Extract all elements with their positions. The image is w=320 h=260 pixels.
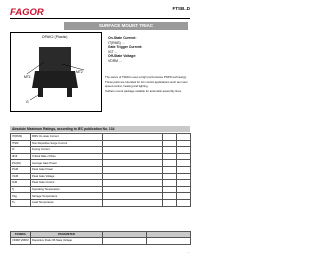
cell-symbol: Tstg (11, 193, 31, 200)
ratings-table (10, 133, 191, 207)
cell-conditions (103, 153, 163, 160)
cell-symbol: PGM (11, 166, 31, 173)
cell-symbol: Tj (11, 186, 31, 193)
cell-value (177, 173, 191, 180)
spec-item-current: On-State Current: IT(RMS) ... (108, 36, 137, 45)
cell-conditions (103, 134, 163, 141)
product-banner: SURFACE MOUNT TRIAC (64, 22, 188, 30)
cell-parameter: Lead Temperature (31, 199, 103, 206)
table-row (11, 166, 191, 173)
table-row (11, 186, 191, 193)
description-paragraph: These parts are intended for AC control applications such as motor speed control, heating and lighting. (105, 80, 188, 88)
cell-value (177, 180, 191, 187)
cell-value (177, 134, 191, 141)
product-description (105, 76, 190, 94)
cell-parameter: Peak Gate Voltage (31, 173, 103, 180)
cell-parameter: Operating Temperature (31, 186, 103, 193)
key-specs (108, 36, 190, 64)
cell-parameter: Critical Rate of Rise (31, 153, 103, 160)
table-row (11, 140, 191, 147)
triac-package-drawing (24, 44, 88, 104)
cell-symbol: I²t (11, 147, 31, 154)
voltage-table (10, 231, 191, 245)
cell-value (163, 153, 177, 160)
cell-value (163, 134, 177, 141)
table-row (11, 153, 191, 160)
package-name: DPAK2 (Plastic) (42, 35, 68, 39)
cell-value (163, 193, 177, 200)
cell-value (163, 186, 177, 193)
cell-value (163, 147, 177, 154)
spec-item-voltage: Off-State Voltage: VDRM ... (108, 54, 137, 63)
spec-item-gate: Gate Trigger Current: IGT ... (108, 45, 143, 54)
cell-parameter: Non Repetitive Surge Current (31, 140, 103, 147)
header-divider (10, 18, 190, 19)
table-row (11, 199, 191, 206)
terminal-label-mt1: MT1 (24, 75, 31, 79)
table-row (11, 193, 191, 200)
cell-conditions (103, 180, 163, 187)
cell-symbol: PG(AV) (11, 160, 31, 167)
cell-symbol: IT(RMS) (11, 134, 31, 141)
fagor-logo (10, 6, 48, 17)
cell-value (177, 186, 191, 193)
cell-value (177, 147, 191, 154)
cell-symbol: ITSM (11, 140, 31, 147)
cell-value (177, 153, 191, 160)
header-symbol: SYMBOL (11, 232, 31, 238)
table-row (11, 173, 191, 180)
cell-parameter: Peak Gate Power (31, 166, 103, 173)
cell-symbol: TL (11, 199, 31, 206)
table-row (11, 180, 191, 187)
cell-conditions (103, 140, 163, 147)
cell-value (163, 180, 177, 187)
cell-conditions (103, 173, 163, 180)
cell-parameter: Repetitive Peak Off-State Voltage (31, 238, 103, 245)
table-row (11, 238, 191, 245)
cell-parameter: Average Gate Power (31, 160, 103, 167)
cell-value (103, 238, 147, 245)
table-row (11, 134, 191, 141)
table-row (11, 160, 191, 167)
ratings-section-title: Absolute Maximum Ratings, according to IEC publication No. 134 (10, 126, 190, 132)
description-paragraph: Surface mount package suitable for automatic assembly lines. (105, 89, 182, 94)
cell-symbol: VDRM VRRM (12, 239, 29, 243)
header-parameter: PARAMETER (31, 232, 103, 238)
cell-symbol: dI/dt (11, 153, 31, 160)
brand-text: FAGOR (10, 7, 44, 17)
cell-value (177, 193, 191, 200)
cell-conditions (103, 186, 163, 193)
cell-value (177, 140, 191, 147)
cell-conditions (103, 147, 163, 154)
cell-parameter: Storage Temperature (31, 193, 103, 200)
cell-value (147, 238, 191, 245)
cell-value (177, 166, 191, 173)
page-footer: ... (187, 250, 190, 254)
cell-value (163, 140, 177, 147)
cell-value (163, 166, 177, 173)
table-row (11, 147, 191, 154)
terminal-label-mt2: MT2 (76, 70, 83, 74)
description-paragraph: The series of TRIACs uses a high performance PNPN technology. (105, 75, 187, 79)
cell-conditions (103, 166, 163, 173)
cell-value (163, 160, 177, 167)
cell-conditions (103, 193, 163, 200)
part-number: FTSB..D (172, 6, 190, 11)
cell-parameter: Fusing Current (31, 147, 103, 154)
cell-conditions (103, 199, 163, 206)
cell-value (163, 173, 177, 180)
cell-symbol: IGM (11, 180, 31, 187)
cell-value (163, 199, 177, 206)
cell-conditions (103, 160, 163, 167)
terminal-label-g: G (26, 100, 29, 104)
cell-value (177, 199, 191, 206)
cell-parameter: Peak Gate Current (31, 180, 103, 187)
cell-value (177, 160, 191, 167)
cell-symbol: VGM (11, 173, 31, 180)
cell-parameter: RMS On-state Current (31, 134, 103, 141)
